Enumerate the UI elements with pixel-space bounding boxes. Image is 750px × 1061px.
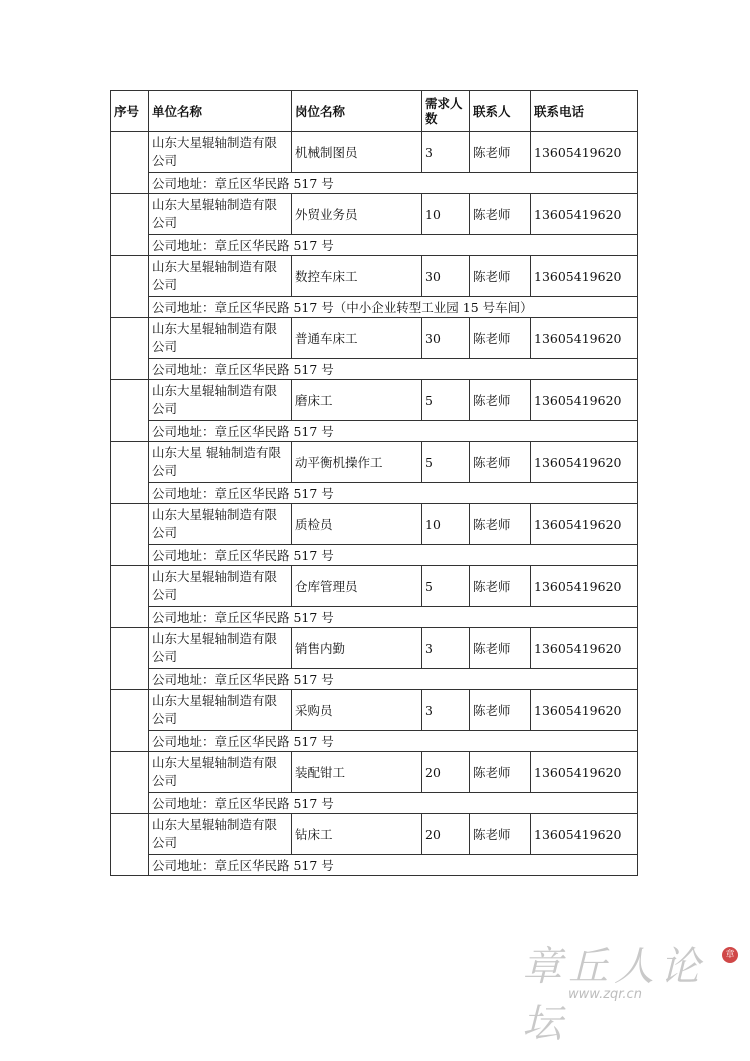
address-row	[111, 359, 638, 380]
phone-cell: 13605419620	[531, 380, 638, 421]
phone-cell: 13605419620	[531, 628, 638, 669]
address-row	[111, 297, 638, 318]
address-row	[111, 855, 638, 876]
count-cell: 3	[422, 690, 470, 731]
table-row	[111, 566, 638, 607]
phone-cell: 13605419620	[531, 814, 638, 855]
table-row	[111, 256, 638, 297]
address-row	[111, 607, 638, 628]
header-row	[111, 91, 638, 132]
address-row	[111, 731, 638, 752]
phone-cell: 13605419620	[531, 194, 638, 235]
address-cell: 公司地址：章丘区华民路 517 号	[149, 173, 638, 194]
table-row	[111, 628, 638, 669]
address-row	[111, 235, 638, 256]
table-row	[111, 442, 638, 483]
table-row	[111, 194, 638, 235]
index-cell	[111, 690, 149, 752]
table-row	[111, 814, 638, 855]
count-cell: 30	[422, 318, 470, 359]
phone-cell: 13605419620	[531, 256, 638, 297]
table-row	[111, 318, 638, 359]
count-cell: 3	[422, 628, 470, 669]
contact-cell: 陈老师	[470, 566, 531, 607]
header-company: 单位名称	[149, 91, 292, 132]
address-cell: 公司地址：章丘区华民路 517 号	[149, 483, 638, 504]
company-cell: 山东大星辊轴制造有限公司	[149, 566, 292, 607]
job-listing-table	[110, 90, 638, 876]
position-cell: 磨床工	[292, 380, 422, 421]
phone-cell: 13605419620	[531, 132, 638, 173]
address-cell: 公司地址：章丘区华民路 517 号	[149, 793, 638, 814]
position-cell: 钻床工	[292, 814, 422, 855]
company-cell: 山东大星辊轴制造有限公司	[149, 690, 292, 731]
phone-cell: 13605419620	[531, 566, 638, 607]
position-cell: 数控车床工	[292, 256, 422, 297]
watermark-title: 章丘人论坛	[522, 944, 706, 1047]
index-cell	[111, 256, 149, 318]
count-cell: 10	[422, 194, 470, 235]
header-phone: 联系电话	[531, 91, 638, 132]
index-cell	[111, 442, 149, 504]
index-cell	[111, 752, 149, 814]
count-cell: 20	[422, 814, 470, 855]
contact-cell: 陈老师	[470, 380, 531, 421]
position-cell: 动平衡机操作工	[292, 442, 422, 483]
phone-cell: 13605419620	[531, 442, 638, 483]
phone-cell: 13605419620	[531, 752, 638, 793]
phone-cell: 13605419620	[531, 318, 638, 359]
company-cell: 山东大星辊轴制造有限公司	[149, 814, 292, 855]
forum-watermark	[510, 935, 740, 1047]
position-cell: 质检员	[292, 504, 422, 545]
address-cell: 公司地址：章丘区华民路 517 号	[149, 855, 638, 876]
position-cell: 采购员	[292, 690, 422, 731]
phone-cell: 13605419620	[531, 690, 638, 731]
company-cell: 山东大星辊轴制造有限公司	[149, 318, 292, 359]
header-index: 序号	[111, 91, 149, 132]
address-cell: 公司地址：章丘区华民路 517 号	[149, 545, 638, 566]
table-row	[111, 380, 638, 421]
address-row	[111, 173, 638, 194]
contact-cell: 陈老师	[470, 194, 531, 235]
company-cell: 山东大星辊轴制造有限公司	[149, 132, 292, 173]
table-row	[111, 504, 638, 545]
index-cell	[111, 814, 149, 876]
header-position: 岗位名称	[292, 91, 422, 132]
phone-cell: 13605419620	[531, 504, 638, 545]
address-row	[111, 421, 638, 442]
count-cell: 5	[422, 380, 470, 421]
company-cell: 山东大星 辊轴制造有限公司	[149, 442, 292, 483]
count-cell: 20	[422, 752, 470, 793]
position-cell: 机械制图员	[292, 132, 422, 173]
address-cell: 公司地址：章丘区华民路 517 号	[149, 235, 638, 256]
address-cell: 公司地址：章丘区华民路 517 号	[149, 669, 638, 690]
address-row	[111, 483, 638, 504]
watermark-url: www.zqr.cn	[568, 987, 642, 1002]
index-cell	[111, 504, 149, 566]
address-cell: 公司地址：章丘区华民路 517 号（中小企业转型工业园 15 号车间）	[149, 297, 638, 318]
table-row	[111, 752, 638, 793]
company-cell: 山东大星辊轴制造有限公司	[149, 504, 292, 545]
count-cell: 30	[422, 256, 470, 297]
address-cell: 公司地址：章丘区华民路 517 号	[149, 359, 638, 380]
count-cell: 10	[422, 504, 470, 545]
table-row	[111, 690, 638, 731]
count-cell: 5	[422, 442, 470, 483]
position-cell: 外贸业务员	[292, 194, 422, 235]
contact-cell: 陈老师	[470, 504, 531, 545]
contact-cell: 陈老师	[470, 318, 531, 359]
position-cell: 销售内勤	[292, 628, 422, 669]
position-cell: 装配钳工	[292, 752, 422, 793]
company-cell: 山东大星辊轴制造有限公司	[149, 256, 292, 297]
address-row	[111, 545, 638, 566]
position-cell: 普通车床工	[292, 318, 422, 359]
contact-cell: 陈老师	[470, 256, 531, 297]
index-cell	[111, 380, 149, 442]
address-row	[111, 793, 638, 814]
watermark-seal-icon: 章	[722, 947, 738, 963]
address-row	[111, 669, 638, 690]
company-cell: 山东大星辊轴制造有限公司	[149, 752, 292, 793]
table-row	[111, 132, 638, 173]
company-cell: 山东大星辊轴制造有限公司	[149, 628, 292, 669]
count-cell: 5	[422, 566, 470, 607]
index-cell	[111, 628, 149, 690]
header-contact: 联系人	[470, 91, 531, 132]
company-cell: 山东大星辊轴制造有限公司	[149, 194, 292, 235]
index-cell	[111, 194, 149, 256]
contact-cell: 陈老师	[470, 690, 531, 731]
index-cell	[111, 318, 149, 380]
contact-cell: 陈老师	[470, 814, 531, 855]
header-count: 需求人数	[422, 91, 470, 132]
address-cell: 公司地址：章丘区华民路 517 号	[149, 607, 638, 628]
address-cell: 公司地址：章丘区华民路 517 号	[149, 421, 638, 442]
contact-cell: 陈老师	[470, 628, 531, 669]
contact-cell: 陈老师	[470, 132, 531, 173]
contact-cell: 陈老师	[470, 442, 531, 483]
index-cell	[111, 132, 149, 194]
address-cell: 公司地址：章丘区华民路 517 号	[149, 731, 638, 752]
position-cell: 仓库管理员	[292, 566, 422, 607]
count-cell: 3	[422, 132, 470, 173]
contact-cell: 陈老师	[470, 752, 531, 793]
company-cell: 山东大星辊轴制造有限公司	[149, 380, 292, 421]
index-cell	[111, 566, 149, 628]
